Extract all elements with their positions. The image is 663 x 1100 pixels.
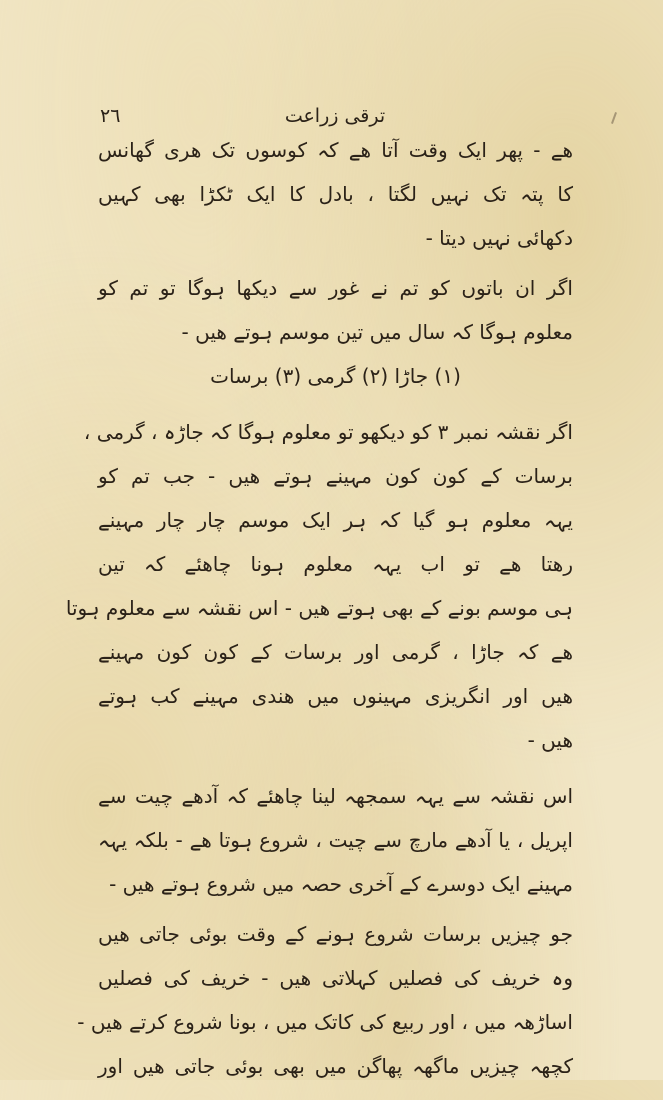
text-line: یہہ معلوم ہو گیا کہ ہر ایک موسم چار چار مہینے [98, 508, 573, 532]
text-line: کا پتہ تک نہیں لگتا ، بادل کا ایک ٹکڑا بھی کہیں [98, 182, 573, 206]
text-line: اگر ان باتوں کو تم نے غور سے دیکھا ہوگا تو تم کو [98, 276, 573, 300]
text-line: ھیں - [527, 728, 573, 752]
text-line: اگر نقشہ نمبر ۳ کو دیکھو تو معلوم ہوگا کہ جاڑہ ، گرمی ، [83, 420, 573, 444]
text-line: ھے - پھر ایک وقت آتا ھے کہ کوسوں تک ھری گھانس [98, 138, 573, 162]
text-line: اپریل ، یا آدھے مارچ سے چیت ، شروع ہوتا ھے - بلکہ یہہ [98, 828, 573, 852]
text-line: ھے کہ جاڑا ، گرمی اور برسات کے کون کون مہینے [98, 640, 573, 664]
text-line: دکھائی نہیں دیتا - [425, 226, 573, 250]
running-title: ترقی زراعت [284, 105, 386, 127]
body-text [65, 138, 573, 1100]
paragraph [98, 278, 573, 352]
paragraph [98, 140, 573, 258]
text-line: اساڑھہ میں ، اور ربیع کی کاتک میں ، بونا شروع کرتے ھیں - [77, 1010, 573, 1034]
text-line: معلوم ہوگا کہ سال میں تین موسم ہوتے ھیں - [181, 320, 573, 344]
pencil-mark [611, 112, 617, 124]
paragraph [98, 786, 573, 904]
text-line: (۱) جاڑا (۲) گرمی (۳) برسات [210, 364, 461, 388]
page-number: ۲٦ [100, 105, 121, 127]
text-line: رهتا ھے تو اب یہہ معلوم ہونا چاهئے کہ تین [98, 552, 573, 576]
text-line: وہ خریف کی فصلیں کہلاتی ھیں - خریف کی فصلیں [98, 966, 573, 990]
text-line: کچھہ چیزیں ماگھہ پھاگن میں بھی بوئی جاتی ھیں اور [98, 1054, 573, 1078]
text-line: جو چیزیں برسات شروع ہونے کے وقت بوئی جاتی ھیں [98, 922, 573, 946]
paragraph [65, 420, 573, 760]
text-line: اس نقشہ سے یہہ سمجھہ لینا چاهئے کہ آدھے چیت سے [98, 784, 573, 808]
text-line: مہینے ایک دوسرے کے آخری حصہ میں شروع ہوتے ھیں - [109, 872, 573, 896]
seasons-list [98, 366, 573, 396]
text-line: ھیں اور انگریزی مہینوں میں ھندی مہینے کب ہوتے [98, 684, 573, 708]
page-header [100, 105, 570, 135]
text-line: ہی موسم بونے کے بھی ہوتے ھیں - اس نقشہ سے معلوم ہوتا [65, 596, 573, 620]
paragraph [77, 922, 573, 1086]
text-line: برسات کے کون کون مہینے ہوتے ھیں - جب تم کو [98, 464, 573, 488]
